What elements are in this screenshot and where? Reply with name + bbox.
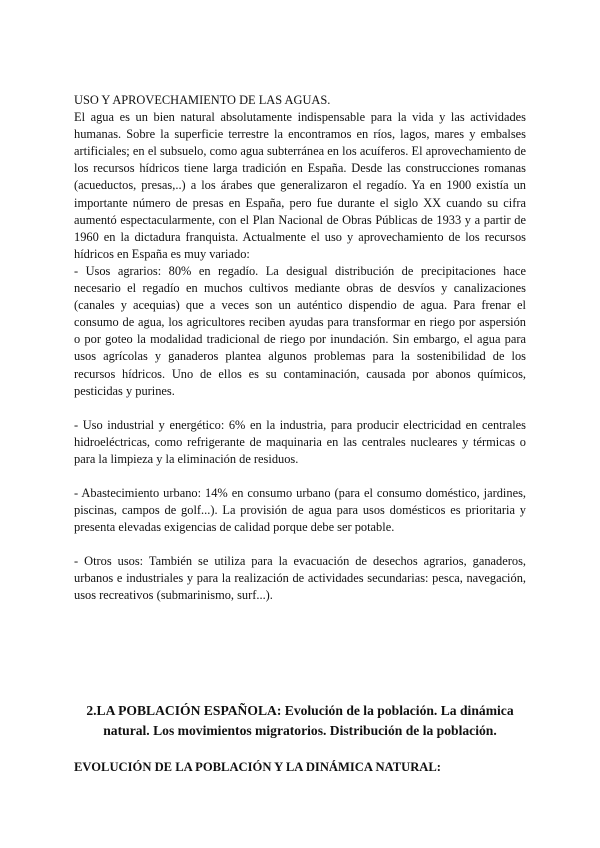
- other-uses-paragraph: - Otros usos: También se utiliza para la evacuación de desechos agrarios, ganaderos, urbanos e industriales y para la realización de actividades secundarias: pesca, navegación, usos recreativos (submarinismo, surf...).: [74, 554, 526, 603]
- paragraph-gap: [74, 468, 526, 485]
- population-subheading: EVOLUCIÓN DE LA POBLACIÓN Y LA DINÁMICA NATURAL:: [74, 760, 441, 774]
- population-section-heading: 2.LA POBLACIÓN ESPAÑOLA: Evolución de la población. La dinámica natural. Los movimientos migratorios. Distribución de la población.: [86, 703, 514, 738]
- water-use-section: [74, 92, 526, 605]
- paragraph-gap: [74, 400, 526, 417]
- industrial-use-paragraph: - Uso industrial y energético: 6% en la industria, para producir electricidad en centrales hidroeléctricas, como refrigerante de maquinaria en las centrales nucleares y térmicas o para la limpieza y la eliminación de residuos.: [74, 417, 526, 466]
- section-title: USO Y APROVECHAMIENTO DE LAS AGUAS.: [74, 93, 331, 107]
- paragraph-gap: [74, 536, 526, 553]
- agrarian-use-paragraph: - Usos agrarios: 80% en regadío. La desigual distribución de precipitaciones hace necesario el regadío en muchos cultivos mediante obras de desvíos y canalizaciones (canales y acequias) que a veces son un auténtico dispendio de agua. Para frenar el consumo de agua, los agricultores reciben ayudas para transformar en riego por aspersión o por goteo la modalidad tradicional de riego por inundación. Sin embargo, el agua para usos agrícolas y ganaderos plantea algunos problemas para la sostenibilidad de los recursos hídricos. Uno de ellos es su contaminación, causada por abonos químicos, pesticidas y purines.: [74, 263, 526, 398]
- urban-supply-paragraph: - Abastecimiento urbano: 14% en consumo urbano (para el consumo doméstico, jardines, piscinas, campos de golf...). La provisión de agua para usos domésticos es prioritaria y presenta elevadas exigencias de calidad porque debe ser potable.: [74, 485, 526, 535]
- intro-paragraph: El agua es un bien natural absolutamente indispensable para la vida y las actividades humanas. Sobre la superficie terrestre la encontramos en ríos, lagos, mares y embalses artificiales; en el subsuelo, como agua subterránea en los acuíferos. El aprovechamiento de los recursos hídricos tiene larga tradición en España. Desde las construcciones romanas (acueductos, presas,..) a los árabes que generalizaron el regadío. Ya en 1900 existía un importante número de presas en España, pero fue durante el siglo XX cuando su cifra aumentó espectacularmente, con el Plan Nacional de Obras Públicas de 1933 y a partir de 1960 en la dictadura franquista. Actualmente el uso y aprovechamiento de los recursos hídricos en España es muy variado:: [74, 110, 526, 261]
